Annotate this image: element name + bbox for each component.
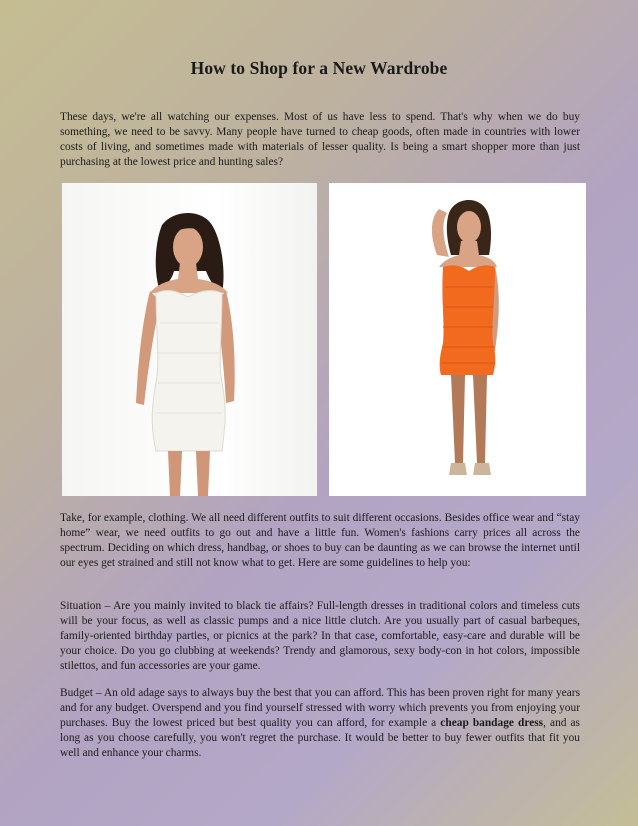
intro-paragraph: These days, we're all watching our expenses. Most of us have less to spend. That's why when we do buy something, we need to be savvy. Many people have turned to cheap goods, often made in countries with lower costs of living, and sometimes made with materials of lesser quality. Is being a smart shopper more than just purchasing at the lowest price and hunting sales? (60, 111, 580, 168)
white-dress-photo (62, 183, 317, 496)
situation-paragraph: Situation – Are you mainly invited to black tie affairs? Full-length dresses in traditional colors and timeless cuts will be your focus, as well as classic pumps and a nice little clutch. Are you usually part of casual barbeques, family-oriented birthday parties, or picnics at the park? In that case, comfortable, easy-care and durable will be your choice. Do you go clubbing at weekends? Trendy and glamorous, sexy body-con in hot colors, impossible stilettos, and fun accessories are your game. (60, 600, 580, 672)
orange-dress-model-image (329, 183, 586, 496)
cheap-bandage-dress-link[interactable]: cheap bandage dress (440, 717, 544, 729)
page-title: How to Shop for a New Wardrobe (190, 58, 448, 78)
clothing-paragraph: Take, for example, clothing. We all need different outfits to suit different occasions. Besides office wear and “stay home” wear, we need outfits to go out and have a little fun. Women's fashions carry prices all across the spectrum. Deciding on which dress, handbag, or shoes to buy can be daunting as we can browse the internet until our eyes get strained and still not know what to get. Here are some guidelines to help you: (60, 512, 580, 569)
budget-text-after: , and as long as you choose carefully, you won't regret the purchase. It would be better to buy fewer outfits that fit you well and enhance your charms. (60, 717, 580, 759)
budget-text-before: Budget – An old adage says to always buy the best that you can afford. This has been proven right for many years and for any budget. Overspend and you find yourself stressed with worry which prevents you from enjoying your purchases. Buy the lowest priced but best quality you can afford, for example a (60, 687, 580, 729)
white-dress-model-image (62, 183, 317, 496)
budget-paragraph (60, 686, 580, 761)
orange-dress-photo (329, 183, 586, 496)
